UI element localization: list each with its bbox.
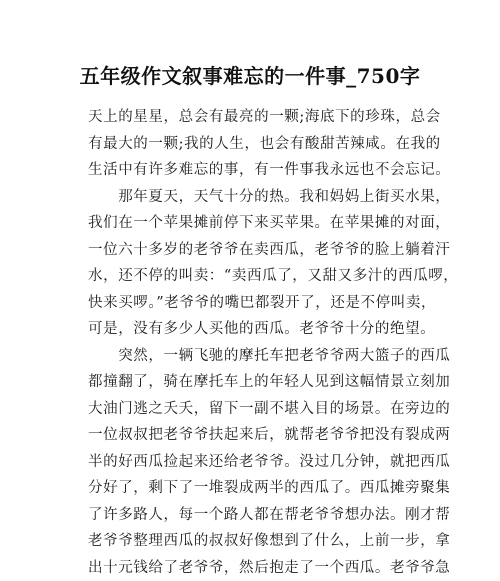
text-line: 一位六十多岁的老爷爷在卖西瓜，老爷爷的脸上躺着汗 (88, 237, 420, 264)
text-line: 突然，一辆飞驰的摩托车把老爷爷两大篮子的西瓜 (88, 343, 420, 370)
text-line: 分好了，剩下了一堆裂成两半的西瓜了。西瓜摊旁聚集 (88, 475, 420, 502)
text-line: 一位叔叔把老爷爷扶起来后，就帮老爷爷把没有裂成两 (88, 422, 420, 449)
text-line: 那年夏天，天气十分的热。我和妈妈上街买水果， (88, 184, 420, 211)
text-line: 天上的星星，总会有最亮的一颗;海底下的珍珠，总会 (88, 104, 420, 131)
text-line: 半的好西瓜捡起来还给老爷爷。没过几分钟，就把西瓜 (88, 449, 420, 476)
text-line: 大油门逃之夭夭，留下一副不堪入目的场景。在旁边的 (88, 396, 420, 423)
document-title: 五年级作文叙事难忘的一件事_750字 (0, 62, 500, 90)
text-line: 老爷爷整理西瓜的叔叔好像想到了什么，上前一步，拿 (88, 528, 420, 555)
text-line: 我们在一个苹果摊前停下来买苹果。在苹果摊的对面， (88, 210, 420, 237)
text-line: 可是，没有多少人买他的西瓜。老爷爷十分的绝望。 (88, 316, 420, 343)
text-line: 出十元钱给了老爷爷，然后抱走了一个西瓜。老爷爷急 (88, 555, 420, 581)
document-body (88, 104, 420, 581)
text-line: 快来买啰。”老爷爷的嘴巴都裂开了，还是不停叫卖， (88, 290, 420, 317)
text-line: 水，还不停的叫卖：“卖西瓜了，又甜又多汁的西瓜啰， (88, 263, 420, 290)
text-line: 了许多路人，每一个路人都在帮老爷爷想办法。刚才帮 (88, 502, 420, 529)
text-line: 都撞翻了，骑在摩托车上的年轻人见到这幅情景立刻加 (88, 369, 420, 396)
text-line: 有最大的一颗;我的人生，也会有酸甜苦辣咸。在我的 (88, 131, 420, 158)
text-line: 生活中有许多难忘的事，有一件事我永远也不会忘记。 (88, 157, 420, 184)
